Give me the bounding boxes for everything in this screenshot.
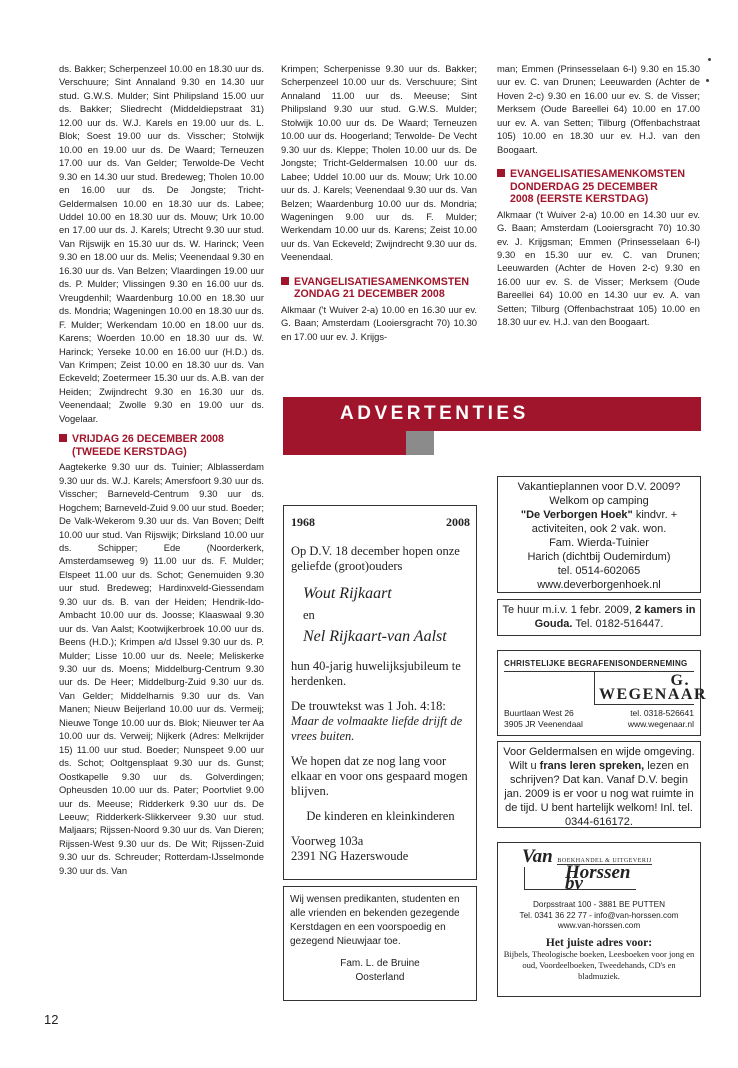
column-3: [497, 62, 700, 329]
square-bullet-icon: [59, 434, 67, 442]
funeral-ad: CHRISTELIJKE BEGRAFENISONDERNEMING G. WEGENAAR Buurtlaan West 26 tel. 0318-526641 3905 JR Veenendaal www.wegenaar.nl: [497, 650, 701, 736]
ads-banner-tab-grey: [406, 431, 434, 455]
anniversary-jubilee: hun 40-jarig huwelijksjubileum te herdenken.: [291, 659, 461, 688]
anniversary-children: De kinderen en kleinkinderen: [306, 809, 455, 823]
margin-dot: [706, 79, 709, 82]
rent-ad: Te huur m.i.v. 1 febr. 2009, 2 kamers in Gouda. Tel. 0182-516447.: [497, 599, 701, 636]
square-bullet-icon: [281, 277, 289, 285]
anniversary-years: 1968 2008: [291, 515, 470, 529]
anniversary-address: Voorweg 103a 2391 NG Hazerswoude: [291, 834, 409, 863]
bookshop-products: Bijbels, Theologische boeken, Leesboeken voor jong en oud, Voordeelboeken, Tweedehands, CD's en bladmuziek.: [503, 948, 695, 981]
service-list-text: ds. Bakker; Scherpenzeel 10.00 en 18.30 uur ds. Verschuure; Sint Annaland 9.30 en 14.30 uur stud. G.W.S. Mulder; Sint Philipsland 15.00 uur ds. Bakker; Sliedrecht (Middeldiepstraat 31) 12.00 uur ds. W.J. Karels en 19.00 uur ds. L. Blok; Soest 19.00 uur ds. Visscher; Stolwijk 10.00 en 19.00 uur ds. De Waard; Terneuzen 17.00 uur ds. Van Gelder; Terwolde-De Vecht 9.30 en 14.30 uur stud. Bredeweg; Tholen 10.00 en 16.00 uur ds. De Jongste; Tricht-Geldermalsen 10.00 en 18.30 uur ds. Labee; Uddel 10.00 en 18.30 uur ds. Mouw; Urk 10.00 en 17.00 uur ds. J. Karels; Utrecht 9.30 uur stud. Van Rijswijk en 15.30 uur ds. W. Harinck; Veen 9.30 en 18.00 uur ds. Melis; Veenendaal 9.30 en 16.30 uur ds. Van Belzen; Vlaardingen 19.00 uur ds. P. Mulder; Vlissingen 9.30 en 16.00 uur ds. Vreugdenhil; Waardenburg 10.00 en 18.30 uur ds. Mondria; Wageningen 10.00 en 18.30 uur ds. F. Mulder; Werkendam 10.00 en 18.00 uur ds. Karens; Woerden 10.00 en 18.30 uur ds. W. Harinck; Yerseke 10.00 en 16.00 uur (H.D.) ds. Van Krimpen; Zeist 10.00 en 18.30 uur ds. Van Eckeveld; Zoetermeer 15.30 uur ds. A.B. van der Heiden; Zwijndrecht 9.30 en 16.30 uur ds. Veenendaal; Zwolle 9.30 en 19.00 uur ds. Vogelaar.: [59, 63, 264, 424]
service-list-text: Alkmaar ('t Wuiver 2-a) 10.00 en 16.30 uur ev. G. Baan; Amsterdam (Looiersgracht 70) 10.30 en 17.00 uur ev. J. Krijgs-: [281, 303, 477, 342]
wishes-signature: Fam. L. de Bruine Oosterland: [340, 958, 420, 983]
service-list-text: Krimpen; Scherpenisse 9.30 uur ds. Bakker; Scherpenzeel 10.00 uur ds. Verschuure; Sint Annaland 11.00 uur ds. Meeuse; Sint Philipsland 9.30 uur stud. G.W.S. Mulder; Stolwijk 10.00 uur ds. De Waard; Terneuzen 10.00 uur ds. Hoogerland; Terwolde- De Vecht 9.30 uur ds. Kleppe; Tholen 10.00 uur ds. De Jongste; Tricht-Geldermalsen 10.00 uur ds. Labee; Uddel 10.00 uur ds. Mouw; Urk 10.00 uur ds. J. Karels; Veenendaal 9.30 uur ds. Van Belzen; Waardenburg 10.00 uur ds. Mondria; Wageningen 9.00 uur ds. F. Mulder; Werkendam 10.00 uur ds. Karens; Zeist 10.00 uur ds. Van Eckeveld; Zwijndrecht 9.30 uur ds. Veenendaal.: [281, 63, 477, 263]
service-list-text: man; Emmen (Prinsesselaan 6-I) 9.30 en 15.30 uur ev. C. van Drunen; Leeuwarden (Achter de Hoven 2-c) 9.30 en 16.00 uur ev. S. de Visser; Merksem (Oude Bareellei 64) 10.00 en 17.00 uur ev. A. van Setten; Tilburg (Offenbachstraat 105) 10.00 en 18.30 uur ev. H.J. van den Boogaart.: [497, 63, 700, 155]
camping-website[interactable]: www.deverborgenhoek.nl: [537, 579, 661, 591]
anniversary-and: en: [303, 608, 315, 622]
ads-title: ADVERTENTIES: [340, 403, 529, 424]
page-number: 12: [44, 1012, 59, 1027]
bookshop-logo-name: Horssen bv: [524, 867, 636, 890]
anniversary-ad: [283, 505, 477, 880]
service-list-text: Alkmaar ('t Wuiver 2-a) 10.00 en 14.30 uur ev. G. Baan; Amsterdam (Looiersgracht 70) 10.30 ev. J. Krijgsman; Emmen (Prinsesselaan 6-I) 9.30 en 15.30 uur ev. C. van Drunen; Leeuwarden (Achter de Hoven 2-c) 9.30 en 16.00 uur ev. S. de Visser; Merksem (Oude Bareellei 64) 10.00 en 14.30 uur ev. A. van Setten; Tilburg (Offenbachstraat 105) 10.00 en 18.30 uur ev. H.J. van den Boogaart.: [497, 208, 700, 328]
anniversary-intro: Op D.V. 18 december hopen onze geliefde (groot)ouders: [291, 544, 460, 573]
bookshop-logo: Van BOEKHANDEL & UITGEVERIJ: [522, 846, 652, 867]
camping-name: "De Verborgen Hoek": [520, 509, 633, 521]
anniversary-text-block: De trouwtekst was 1 Joh. 4:18: Maar de volmaakte liefde drijft de vrees buiten.: [291, 699, 463, 743]
service-list-text: Aagtekerke 9.30 uur ds. Tuinier; Alblasserdam 9.30 uur ds. W.J. Karels; Amersfoort 9.30 uur ds. Visscher; Barneveld-Centrum 9.30 uur ds. Hogchem; Barneveld-Zuid 9.00 uur stud. Boeder; De Valk-Wekerom 9.30 uur ds. Van Boven; Delft 10.00 uur stud. Van Rijswijk; Dirksland 10.00 uur ds. Schipper; Ede (Noorderkerk, Amsterdamseweg 9) 11.00 uur ds. F. Mulder; Elspeet 11.00 uur ds. Schot; Genemuiden 9.30 uur stud. Bredeweg; Hardinxveld-Giessendam 9.30 uur ds. B. van der Heiden; Hendrik-Ido-Ambacht 10.00 uur ds. Joosse; Klaaswaal 9.30 uur ds. Van Aalst; Kootwijkerbroek 10.00 uur ds. Beens (H.D.); Krimpen a/d IJssel 9.30 uur ds. P. Mulder; Lisse 10.00 uur ds. Neele; Meliskerke 9.30 uur ds. Moens; Middelburg-Centrum 9.30 uur ds. De Heer; Middelburg-Zuid 9.30 uur ds. Van Gelder; Middelharnis 9.30 uur ds. Van Manen; Nieuw Beijerland 10.00 uur ds. Vermeij; Nieuwe Tonge 10.00 uur ds. Blok; Nieuwer ter Aa 10.00 uur ds. Verweij; Nijkerk (Adres: Melkrijder 15) 11.00 uur stud. Boeder; Nunspeet 9.00 uur ds. Schot; Ooltgensplaat 9.30 uur ds. Gunst; Oostkapelle 9.30 uur ds. Golverdingen; Opheusden 10.00 uur ds. Pater; Poortvliet 9.00 uur ds. Meeuse; Ridderkerk 9.30 uur ds. De Leeuw; Ridderkerk-Slikkerveer 9.30 uur stud. Maljaars; Rijssen-Noord 9.30 uur ds. Van Dieren; Rijssen-West 9.30 uur ds. De Wit; Rijssen-Zuid 9.30 uur ds. Schreuder; Rotterdam-IJsselmonde 9.30 uur ds. Van: [59, 461, 264, 876]
wishes-ad: [283, 886, 477, 1001]
wishes-text: Wij wensen predikanten, studenten en alle vrienden en bekenden gezegende Kerstdagen en een voorspoedig en gezegend Nieuwjaar toe.: [290, 894, 460, 947]
square-bullet-icon: [497, 169, 505, 177]
ads-banner-tab: [283, 431, 406, 455]
funeral-website[interactable]: www.wegenaar.nl: [627, 719, 694, 729]
column-2: [281, 62, 477, 343]
margin-dot: [708, 58, 711, 61]
funeral-top-line: CHRISTELIJKE BEGRAFENISONDERNEMING: [504, 657, 694, 672]
bookshop-ad: [497, 842, 701, 997]
funeral-brand: G. WEGENAAR: [594, 672, 694, 705]
anniversary-name-1: Wout Rijkaart: [303, 585, 392, 602]
french-lessons-ad: Voor Geldermalsen en wijde omgeving. Wilt u frans leren spreken, lezen en schrijven? Dat kan. Vanaf D.V. begin jan. 2009 is er voor u nog wat ruimte in de tijd. U bent hartelijk welkom! Inl. tel. 0344-616172.: [497, 741, 701, 828]
section-heading-friday: VRIJDAG 26 DECEMBER 2008 (TWEEDE KERSTDAG): [59, 433, 264, 458]
camping-ad: Vakantieplannen voor D.V. 2009? Welkom op camping "De Verborgen Hoek" kindvr. + activiteiten, ook 2 vak. won. Fam. Wierda-Tuinier Harich (dichtbij Oudemirdum) tel. 0514-602065 www.deverborgenhoek.nl: [497, 476, 701, 593]
bookshop-details: Dorpsstraat 100 - 3881 BE PUTTEN Tel. 0341 36 22 77 - info@van-horssen.com www.van-horssen.com: [502, 900, 696, 932]
bookshop-tagline: Het juiste adres voor:: [545, 936, 653, 949]
section-heading-evangelisation-sunday: EVANGELISATIESAMENKOMSTEN ZONDAG 21 DECEMBER 2008: [281, 276, 477, 301]
column-1: [59, 62, 264, 877]
anniversary-name-2: Nel Rijkaart-van Aalst: [303, 628, 447, 645]
bookshop-website[interactable]: www.van-horssen.com: [557, 921, 641, 930]
anniversary-hope: We hopen dat ze nog lang voor elkaar en voor ons gespaard mogen blijven.: [291, 754, 468, 798]
section-heading-evangelisation-thursday: EVANGELISATIESAMENKOMSTEN DONDERDAG 25 DECEMBER 2008 (EERSTE KERSTDAG): [497, 168, 700, 206]
